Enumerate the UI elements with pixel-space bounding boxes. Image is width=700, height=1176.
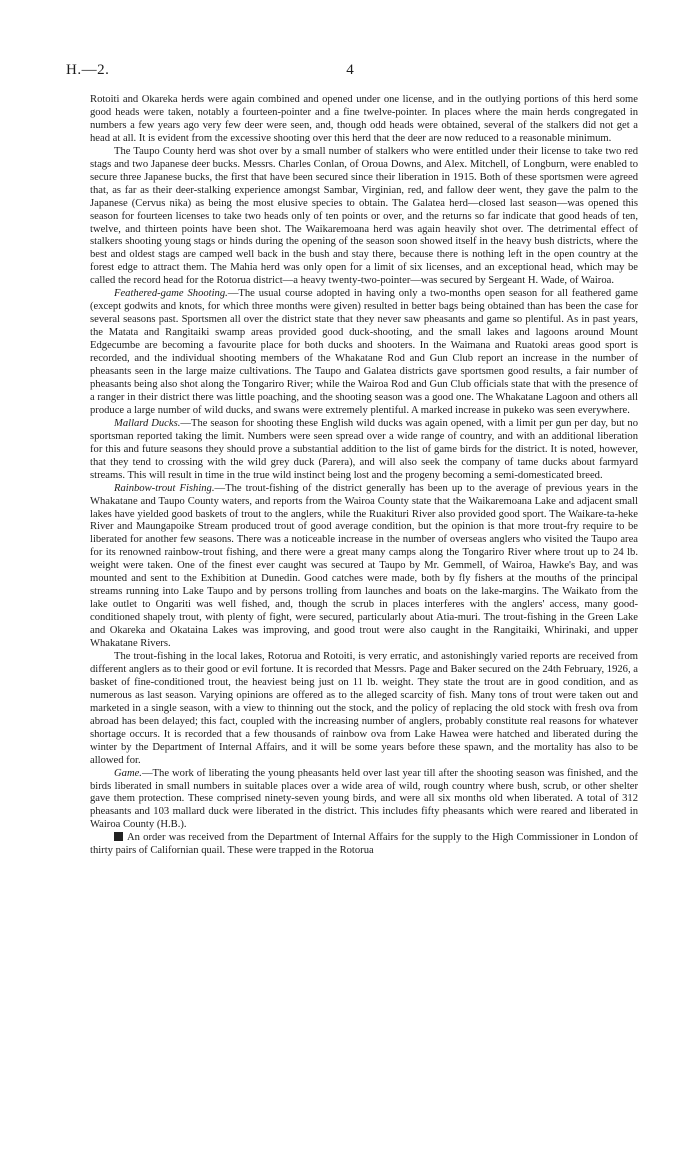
paragraph-feathered-game-shooting: Feathered-game Shooting.—The usual course adopted in having only a two-months open season for all feathered game (except godwits and knots, for which three months were given) resulted in better bags being obtained than has been the case for several seasons past. Sportsmen all over the district state that they never saw pheasants and game so plentiful. As in past years, the Matata and Rangitaiki swamp areas provided good duck-shooting, and the small lakes and lagoons around Mount Edgecumbe are becoming a favourite place for both ducks and shooters. In the Waimana and Ruatoki areas good sport is recorded, and the individual shooting members of the Whakatane Rod and Gun Club report an increase in the number of pheasants seen in the large maize cultivations. The Taupo and Galatea districts gave sportsmen good results, a fair number of pheasants being also shot along the Tongariro River; while the Wairoa Rod and Gun Club officials state that with the presence of a ranger in their district there was little poaching, and the shooting season was a good one. The Whakatane Lagoon and others all produce a large number of wild ducks, and swans were extremely plentiful. A marked increase in pukeko was seen everywhere. [90, 288, 638, 416]
scan-mark-icon [114, 832, 123, 841]
paragraph-game: Game.—The work of liberating the young pheasants held over last year till after the shooting season was finished, and the birds liberated in small numbers in suitable places over a wide area of wild, rough country where bush, scrub, or other shelter gave them protection. These comprised ninety-seven young birds, and were all six months old when liberated. A total of 312 pheasants and 103 mallard duck were liberated in the district. This includes fifty pheasants which were reared and liberated in Wairoa County (H.B.). [90, 767, 638, 831]
paragraph-rotoiti-okareka-herds: Rotoiti and Okareka herds were again combined and opened under one license, and in the outlying portions of this herd some good heads were taken, notably a fourteen-pointer and a fine twelve-pointer. In places where the main herds congregated in numbers a few years ago very few deer were seen, and, though odd heads were obtained, several of the stalkers did not get a head at all. It is evident from the excessive shooting over this herd that the deer are now reduced to a reasonable minimum. [90, 94, 638, 144]
section-heading: Feathered-game Shooting. [114, 288, 228, 300]
paragraph-mallard-ducks: Mallard Ducks.—The season for shooting these English wild ducks was again opened, with a limit per gun per day, but no sportsman reported taking the limit. Numbers were seen spread over a wide range of country, and with an additional liberation for this and future seasons they should prove a substantial addition to the list of game birds for the district. It is noted, however, that they tend to crossing with the wild grey duck (Parera), and will also seek the company of tame ducks about farmyard streams. This will result in time in the true wild instinct being lost and the progeny becoming a semi-domesticated breed. [90, 417, 638, 481]
document-reference: H.—2. [66, 62, 110, 78]
paragraph-quail-order: An order was received from the Department of Internal Affairs for the supply to the High Commissioner in London of thirty pairs of Californian quail. These were trapped in the Rotorua [90, 832, 638, 857]
section-heading: Rainbow-trout Fishing. [114, 482, 215, 494]
paragraph-taupo-county-herd: The Taupo County herd was shot over by a small number of stalkers who were entitled under their license to take two red stags and two Japanese deer bucks. Messrs. Charles Conlan, of Oroua Downs, and Alex. Mitchell, of Longburn, were enabled to secure three Japanese bucks, the first that have been secured since their liberation in 1915. Both of these sportsmen were agreed that, as far as their deer-stalking experience amongst Sambar, Virginian, red, and fallow deer went, they gave the palm to the Japanese (Cervus nika) as being the most elusive species to obtain. The Galatea herd—closed last season—was opened this season for fourteen licenses to take two heads only of ten points or over, and the returns so far indicate that good heads of ten, twelve, and thirteen points have been shot. The Waikaremoana herd was again heavily shot over. The detrimental effect of stalkers shooting young stags or hinds during the opening of the season soon showed itself in the heavy bush districts, where the best and oldest stags are camped well back in the bush and stay there, because there is nothing left in the open country at the forest edge to attract them. The Mahia herd was only open for a limit of six licenses, and an exceptional head, which may be called the record head for the Rotorua district—a heavy twenty-two-pointer—was secured by Sergeant H. Wade, of Wairoa. [90, 145, 638, 287]
section-heading: Mallard Ducks. [114, 417, 181, 429]
section-heading: Game. [114, 767, 142, 779]
body-text [90, 94, 638, 858]
paragraph-rainbow-trout-fishing: Rainbow-trout Fishing.—The trout-fishing of the district generally has been up to the average of previous years in the Whakatane and Taupo County waters, and reports from the Wairoa County state that the Waikaremoana Lake and adjacent small lakes have yielded good baskets of trout to the anglers, while the Ruakituri River also provided good sport. The Waikare-ta-heke River and Maungapoike Stream produced trout of good average condition, but the opinion is that more trout-fry require to be liberated for another few seasons. There was a noticeable increase in the number of overseas anglers who visited the Taupo area for its renowned rainbow-trout fishing, and there were a great many camps along the Tongariro River where trout up to 24 lb. weight were taken. One of the finest ever caught was secured at Taupo by Mr. Gemmell, of Wairoa, Hawke's Bay, and was mounted and sent to the Exhibition at Dunedin. Good catches were made, both by fly fishers at the mouths of the principal streams running into Lake Taupo and by persons trolling from launches and boats on the lake-margins. The Waikato from the lake outlet to Ongariti was well fished, and, though the scrub in places interferes with the anglers' access, many good-conditioned shapely trout, with plenty of fight, were secured, particularly about Atia-muri. The trout-fishing in the Green Lake and Okareka and Okataina Lakes was improving, and good trout were also caught in the Rangitaiki, Whirinaki, and upper Whakatane Rivers. [90, 482, 638, 650]
page-header [66, 62, 634, 82]
page-number: 4 [346, 62, 354, 78]
paragraph-local-lakes-trout: The trout-fishing in the local lakes, Rotorua and Rotoiti, is very erratic, and astonishingly varied reports are received from different anglers as to their good or evil fortune. It is recorded that Messrs. Page and Baker secured on the 24th February, 1926, a basket of fine-conditioned trout, the heaviest being just on 11 lb. weight. They state the trout are in good condition, and as numerous as last season. Varying opinions are offered as to the alleged scarcity of fish. Many tons of trout were taken out and marketed in a single season, with a view to thinning out the stock, and the policy of replacing the old stock with fresh ova from abroad has been delayed; this fact, coupled with the increasing number of anglers, probably constitute real reasons for whatever shortage occurs. It is recorded that a few thousands of rainbow ova from Lake Hawea were hatched and liberated during the winter by the Department of Internal Affairs, and it will be some years before these spawn, and the mortality has also to be allowed for. [90, 650, 638, 766]
